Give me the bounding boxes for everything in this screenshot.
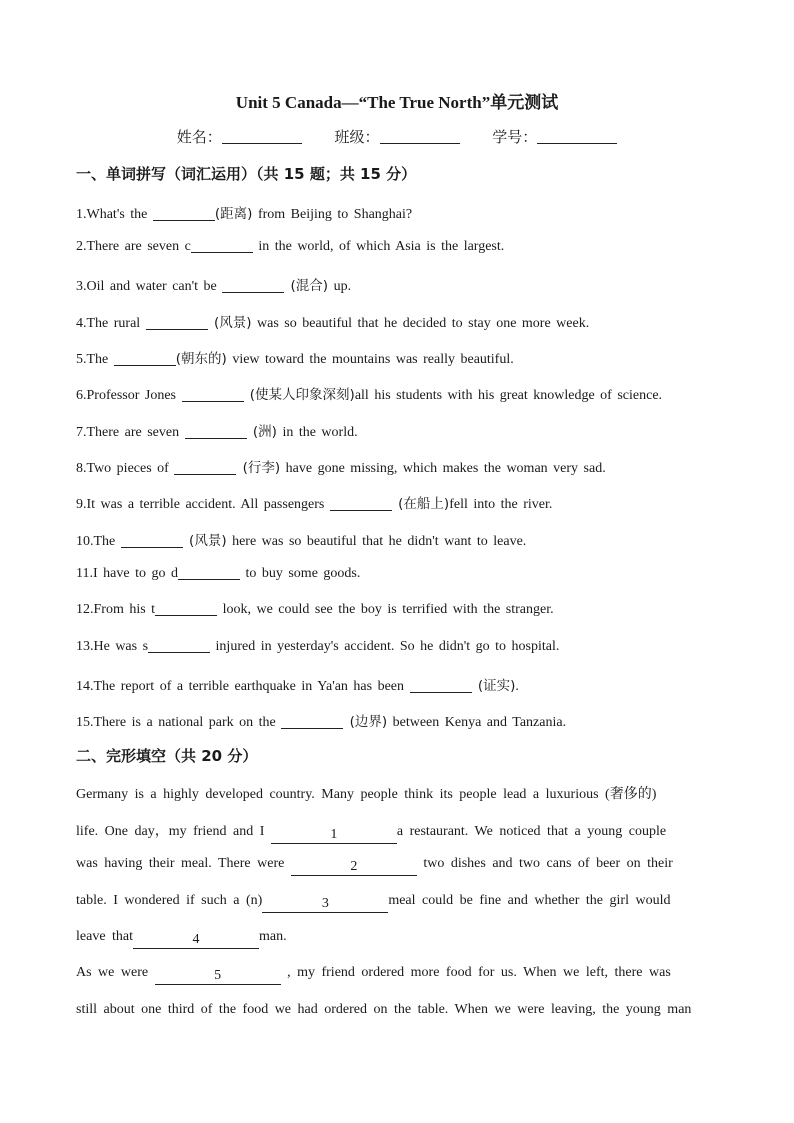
question-15 [76, 710, 566, 731]
passage-text: a restaurant. We noticed that a young couple [396, 824, 667, 839]
question-1 [76, 202, 412, 223]
question-hint: (风景) [182, 533, 227, 549]
question-3 [76, 274, 351, 295]
question-hint: (在船上) [391, 496, 450, 512]
question-11 [76, 565, 360, 582]
question-text: 8.Two pieces of [76, 461, 175, 476]
passage-text: life. One day，my friend and I [76, 824, 271, 839]
question-2 [76, 238, 504, 255]
answer-blank[interactable] [155, 601, 217, 616]
question-text: view toward the mountains was really beautiful. [226, 352, 514, 367]
question-text: 3.Oil and water can't be [76, 279, 223, 294]
answer-blank[interactable] [121, 533, 183, 548]
class-blank[interactable] [380, 129, 460, 144]
passage-text: , my friend ordered more food for us. When we left, there was [280, 965, 671, 980]
section1-heading: 一、单词拼写（词汇运用）（共 15 题；共 15 分） [76, 165, 417, 183]
question-13 [76, 638, 559, 655]
question-hint: (混合) [284, 278, 329, 294]
answer-blank[interactable] [410, 678, 472, 693]
answer-blank[interactable] [148, 638, 210, 653]
class-label: 班级： [334, 128, 380, 146]
passage-text: meal could be fine and whether the girl would [388, 893, 671, 908]
question-14 [76, 674, 519, 695]
answer-blank[interactable] [114, 351, 176, 366]
passage-text: leave that [76, 929, 134, 944]
question-5 [76, 347, 514, 368]
question-text: in the world. [276, 425, 358, 440]
question-text: 14.The report of a terrible earthquake in Ya'an has been [76, 679, 410, 694]
question-text: between Kenya and Tanzania. [387, 715, 567, 730]
question-text: 7.There are seven [76, 425, 185, 440]
question-hint: (洲) [246, 424, 277, 440]
question-text: 9.It was a terrible accident. All passengers [76, 497, 330, 512]
passage-line-4 [76, 893, 716, 913]
question-text: in the world, of which Asia is the largest. [252, 239, 505, 254]
question-hint: (风景) [207, 315, 252, 331]
id-blank[interactable] [537, 129, 617, 144]
question-text: fell into the river. [449, 497, 553, 512]
question-text: 5.The [76, 352, 114, 367]
question-text: all his students with his great knowledge of science. [354, 388, 663, 403]
answer-blank[interactable] [174, 460, 236, 475]
answer-blank[interactable] [146, 315, 208, 330]
question-text: injured in yesterday's accident. So he didn't go to hospital. [210, 639, 560, 654]
answer-blank[interactable] [222, 278, 284, 293]
question-text: 4.The rural [76, 316, 146, 331]
question-hint: (距离) [214, 206, 253, 222]
id-label: 学号： [492, 128, 538, 146]
question-text: 2.There are seven c [76, 239, 191, 254]
student-info-row [0, 126, 794, 147]
question-12 [76, 601, 554, 618]
cloze-blank-4[interactable]: 4 [133, 932, 259, 949]
answer-blank[interactable] [153, 206, 215, 221]
question-9 [76, 492, 552, 513]
cloze-blank-2[interactable]: 2 [291, 859, 417, 876]
question-text: up. [328, 279, 352, 294]
cloze-blank-3[interactable]: 3 [262, 896, 388, 913]
answer-blank[interactable] [191, 238, 253, 253]
passage-line-2 [76, 820, 716, 844]
cloze-blank-5[interactable]: 5 [155, 968, 281, 985]
name-blank[interactable] [222, 129, 302, 144]
passage-text: two dishes and two cans of beer on their [416, 856, 673, 871]
passage-text: still about one third of the food we had ordered on the table. When we were leaving, the young man [76, 1002, 692, 1017]
passage-text: man. [259, 929, 287, 944]
question-text: from Beijing to Shanghai? [252, 207, 413, 222]
section2-heading: 二、完形填空（共 20 分） [76, 747, 258, 765]
question-text: look, we could see the boy is terrified with the stranger. [217, 602, 554, 617]
question-10 [76, 529, 526, 550]
class-field[interactable] [334, 126, 459, 147]
question-hint: (使某人印象深刻) [243, 387, 355, 403]
answer-blank[interactable] [185, 424, 247, 439]
passage-text: Germany is a highly developed country. Many people think its people lead a luxurious (奢侈的) [76, 787, 657, 802]
question-text: 6.Professor Jones [76, 388, 182, 403]
question-text: . [515, 679, 519, 694]
answer-blank[interactable] [182, 387, 244, 402]
passage-line-5 [76, 929, 716, 949]
question-text: have gone missing, which makes the woman very sad. [280, 461, 606, 476]
question-text: to buy some goods. [239, 566, 361, 581]
passage-line-7 [76, 1002, 716, 1018]
id-field[interactable] [492, 126, 617, 147]
question-7 [76, 420, 358, 441]
question-text: 13.He was s [76, 639, 149, 654]
question-text: 1.What's the [76, 207, 153, 222]
cloze-blank-1[interactable]: 1 [271, 827, 397, 844]
question-hint: (边界) [343, 714, 388, 730]
question-text: 10.The [76, 534, 121, 549]
page-title: Unit 5 Canada—“The True North”单元测试 [235, 93, 559, 112]
question-hint: (行李) [236, 460, 281, 476]
passage-line-1 [76, 783, 716, 803]
question-6 [76, 383, 662, 404]
question-text: here was so beautiful that he didn't want to leave. [226, 534, 527, 549]
passage-line-6 [76, 965, 716, 985]
answer-blank[interactable] [330, 496, 392, 511]
question-4 [76, 311, 589, 332]
question-hint: (朝东的) [175, 351, 227, 367]
question-hint: (证实) [471, 678, 516, 694]
question-8 [76, 456, 606, 477]
passage-text: was having their meal. There were [76, 856, 291, 871]
name-label: 姓名： [176, 128, 222, 146]
answer-blank[interactable] [178, 565, 240, 580]
question-text: 11.I have to go d [76, 566, 178, 581]
question-text: 12.From his t [76, 602, 156, 617]
answer-blank[interactable] [281, 714, 343, 729]
question-text: 15.There is a national park on the [76, 715, 282, 730]
question-text: was so beautiful that he decided to stay one more week. [251, 316, 590, 331]
passage-text: table. I wondered if such a (n) [76, 893, 263, 908]
passage-text: As we were [76, 965, 155, 980]
passage-line-3 [76, 856, 716, 876]
name-field[interactable] [177, 126, 302, 147]
